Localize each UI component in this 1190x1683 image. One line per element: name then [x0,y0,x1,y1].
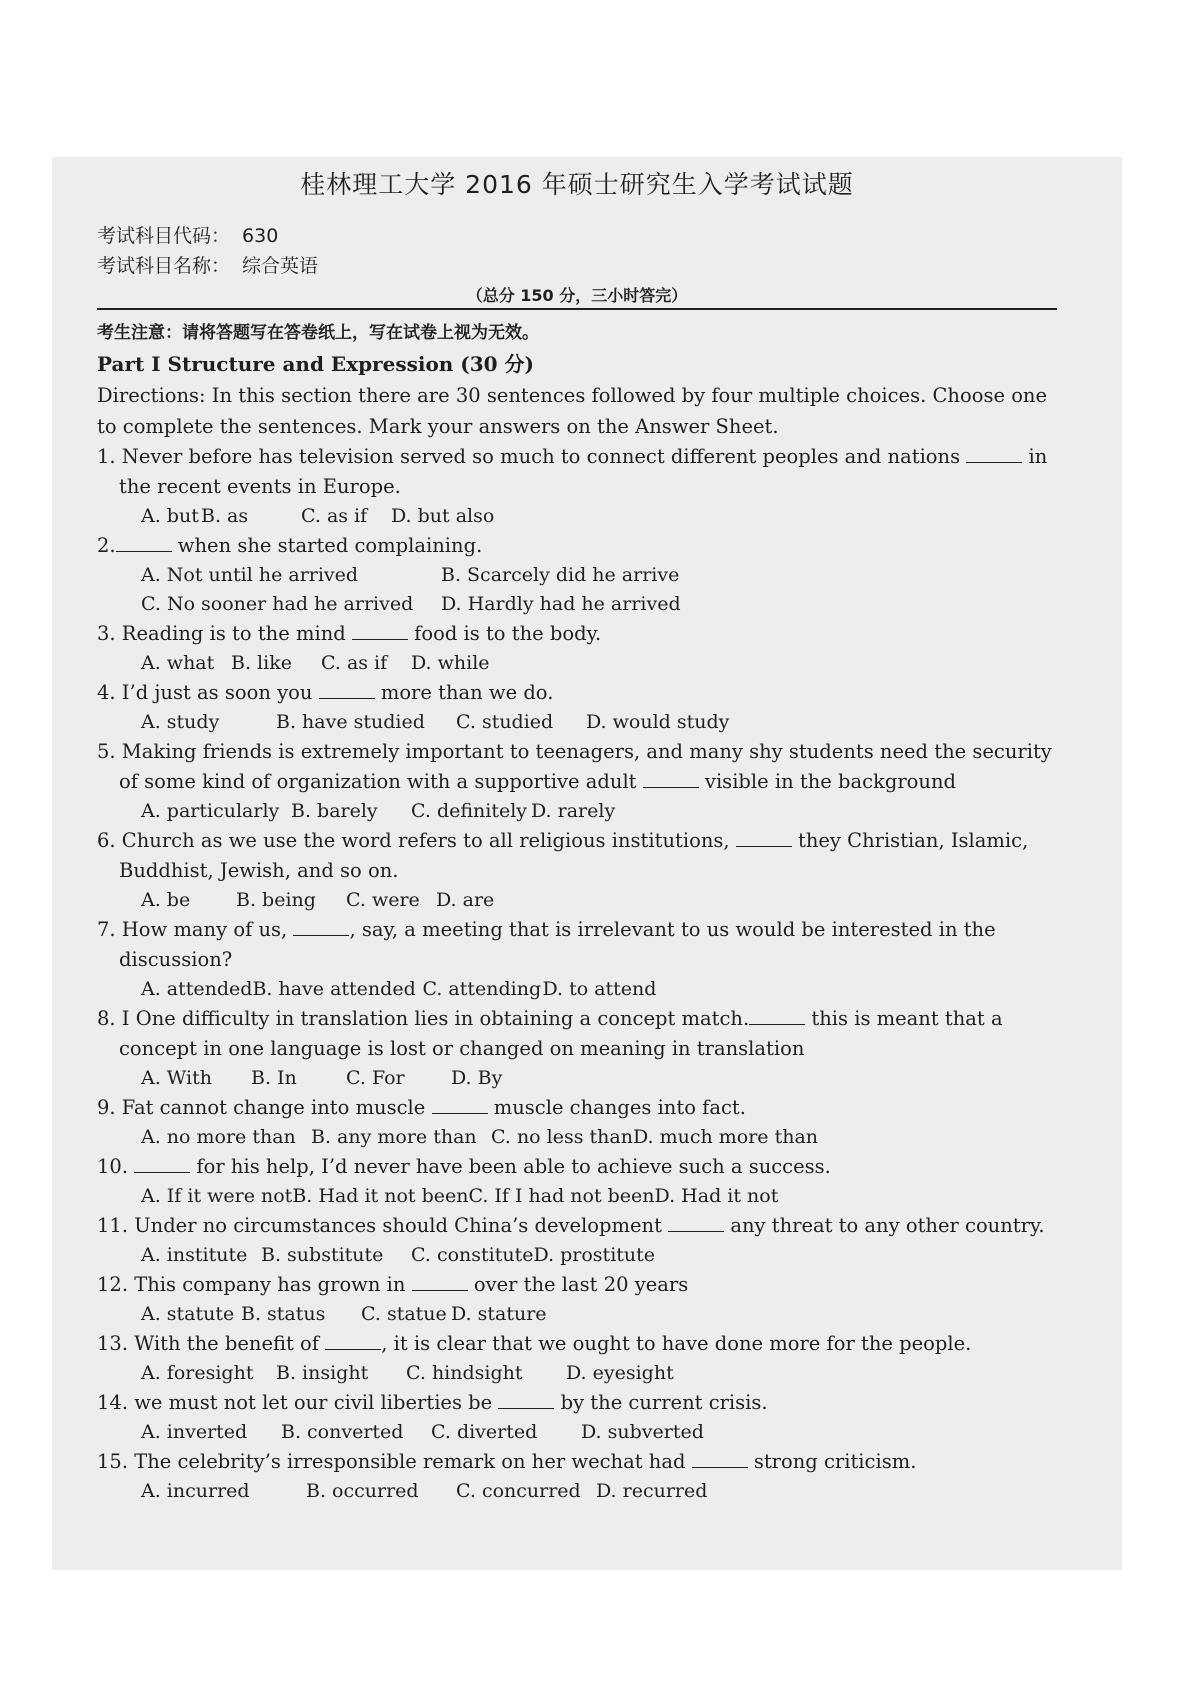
option-b: B. Scarcely did he arrive [441,564,680,586]
option-d: D. Hardly had he arrived [441,593,681,615]
question-7 [97,915,1057,1004]
subject-name-line [97,251,1057,281]
option-row [97,1123,1057,1152]
option-d: D. eyesight [566,1362,674,1384]
question-text-before-blank: 2. [97,534,116,557]
option-b: B. substitute [261,1244,384,1266]
option-row [97,1418,1057,1447]
subject-code: 630 [242,225,279,247]
option-c: C. no less than [491,1126,633,1148]
option-row [97,1064,1057,1093]
question-text-after-blank: any threat to any other country. [724,1214,1045,1237]
answer-blank [319,680,375,699]
question-text-before-blank: 10. [97,1155,135,1178]
option-a: A. attended [141,978,253,1000]
question-stem [97,1004,1057,1064]
subject-code-label: 考试科目代码： [97,225,231,247]
question-text-after-blank: muscle changes into fact. [487,1096,746,1119]
question-stem [97,826,1057,886]
question-stem [97,1211,1057,1241]
option-b: B. Had it not been [292,1185,469,1207]
question-stem [97,678,1057,708]
option-b: B. have studied [276,711,425,733]
question-3 [97,619,1057,678]
question-text-after-blank: in the recent events in Europe. [119,445,1048,498]
question-8 [97,1004,1057,1093]
question-14 [97,1388,1057,1447]
question-stem [97,619,1057,649]
option-c: C. hindsight [406,1362,523,1384]
option-row [97,1182,1057,1211]
question-4 [97,678,1057,737]
answer-blank [668,1213,724,1232]
option-a: A. inverted [141,1421,248,1443]
question-text-after-blank: they Christian, Islamic, Buddhist, Jewish, and so on. [119,829,1029,882]
subject-code-line [97,221,1057,251]
question-10 [97,1152,1057,1211]
question-text-after-blank: for his help, I’d never have been able to achieve such a success. [190,1155,831,1178]
option-c: C. were [346,889,420,911]
question-list [97,442,1057,1506]
question-12 [97,1270,1057,1329]
option-a: A. With [141,1067,212,1089]
option-b: B. converted [281,1421,404,1443]
question-text-before-blank: 13. With the benefit of [97,1332,326,1355]
option-row [97,502,1057,531]
answer-blank [966,444,1022,463]
answer-blank [325,1331,381,1350]
option-b: B. insight [276,1362,369,1384]
question-2 [97,531,1057,619]
question-stem [97,1329,1057,1359]
question-text-before-blank: 7. How many of us, [97,918,294,941]
question-text-after-blank: visible in the background [698,770,957,793]
answer-blank [116,533,172,552]
option-b: B. barely [291,800,378,822]
exam-title: 桂林理工大学 2016 年硕士研究生入学考试试题 [300,170,854,199]
option-d: D. while [411,652,490,674]
question-text-before-blank: 14. we must not let our civil liberties be [97,1391,499,1414]
question-9 [97,1093,1057,1152]
option-row [97,649,1057,678]
question-text-before-blank: 11. Under no circumstances should China’s development [97,1214,669,1237]
answer-blank [352,621,408,640]
question-11 [97,1211,1057,1270]
question-text-after-blank: , it is clear that we ought to have done more for the people. [381,1332,972,1355]
question-text-after-blank: more than we do. [374,681,554,704]
option-c: C. diverted [431,1421,538,1443]
question-text-before-blank: 6. Church as we use the word refers to all religious institutions, [97,829,736,852]
option-b: B. like [231,652,292,674]
option-d: D. recurred [596,1480,708,1502]
subject-name-label: 考试科目名称： [97,255,231,277]
question-text-after-blank: this is meant that a concept in one language is lost or changed on meaning in translation [119,1007,1003,1060]
option-row [97,797,1057,826]
option-row [97,708,1057,737]
question-6 [97,826,1057,915]
option-a: A. what [141,652,215,674]
header-divider [97,308,1057,310]
option-b: B. being [236,889,316,911]
question-text-after-blank: over the last 20 years [467,1273,689,1296]
option-b: B. have attended [252,978,416,1000]
option-row [97,561,1057,590]
question-text-after-blank: by the current crisis. [554,1391,768,1414]
question-stem [97,531,1057,561]
option-d: D. would study [586,711,730,733]
option-c: C. attending [422,978,542,1000]
option-d: D. but also [391,505,495,527]
question-stem [97,442,1057,502]
option-row [97,590,1057,619]
exam-notice: 考生注意：请将答题写在答卷纸上，写在试卷上视为无效。 [97,323,539,343]
question-text-before-blank: 5. Making friends is extremely important to teenagers, and many shy students need the security of some kind of organization with a supportive adult [97,740,1052,793]
option-row [97,975,1057,1004]
option-row [97,1359,1057,1388]
question-5 [97,737,1057,826]
option-c: C. concurred [456,1480,581,1502]
score-note: （总分 150 分，三小时答完） [466,286,688,305]
option-c: C. constitute [411,1244,534,1266]
option-c: C. If I had not been [468,1185,655,1207]
option-row [97,1241,1057,1270]
option-c: C. studied [456,711,554,733]
option-b: B. as [201,505,249,527]
question-text-before-blank: 12. This company has grown in [97,1273,412,1296]
option-c: C. statue [361,1303,447,1325]
answer-blank [498,1390,554,1409]
question-text-after-blank: strong criticism. [747,1450,917,1473]
question-text-after-blank: food is to the body. [407,622,602,645]
question-13 [97,1329,1057,1388]
option-a: A. be [141,889,191,911]
answer-blank [643,769,699,788]
option-a: A. statute [141,1303,235,1325]
question-1 [97,442,1057,531]
question-text-before-blank: 4. I’d just as soon you [97,681,319,704]
question-stem [97,1093,1057,1123]
question-text-before-blank: 8. I One difficulty in translation lies in obtaining a concept match. [97,1007,750,1030]
option-c: C. definitely [411,800,528,822]
question-stem [97,1388,1057,1418]
option-d: D. subverted [581,1421,704,1443]
option-d: D. to attend [542,978,657,1000]
question-stem [97,1270,1057,1300]
answer-blank [749,1006,805,1025]
option-b: B. In [251,1067,297,1089]
option-d: D. much more than [632,1126,819,1148]
option-d: D. rarely [531,800,616,822]
question-stem [97,1447,1057,1477]
option-d: D. Had it not [654,1185,779,1207]
option-b: B. occurred [306,1480,419,1502]
option-c: C. No sooner had he arrived [141,593,414,615]
exam-page [97,165,1057,1506]
answer-blank [692,1449,748,1468]
option-a: A. institute [141,1244,248,1266]
option-c: C. For [346,1067,405,1089]
question-text-before-blank: 3. Reading is to the mind [97,622,352,645]
question-15 [97,1447,1057,1506]
answer-blank [293,917,349,936]
option-b: B. any more than [311,1126,477,1148]
question-text-before-blank: 9. Fat cannot change into muscle [97,1096,432,1119]
option-a: A. but [141,505,199,527]
option-c: C. as if [321,652,388,674]
option-row [97,886,1057,915]
option-d: D. By [451,1067,503,1089]
question-text-after-blank: , say, a meeting that is irrelevant to us would be interested in the discussion? [119,918,996,971]
directions: Directions: In this section there are 30 sentences followed by four multiple choices. Choose one to complete the sentences. Mark your answers on the Answer Sheet. [97,384,1048,438]
option-a: A. foresight [141,1362,254,1384]
answer-blank [736,828,792,847]
answer-blank [412,1272,468,1291]
answer-blank [134,1154,190,1173]
question-text-after-blank: when she started complaining. [171,534,483,557]
option-a: A. study [141,711,220,733]
part-title: Part I Structure and Expression (30 分) [97,352,535,376]
option-d: D. prostitute [533,1244,656,1266]
option-d: D. stature [451,1303,547,1325]
question-stem [97,915,1057,975]
option-row [97,1300,1057,1329]
subject-name: 综合英语 [242,255,319,277]
question-text-before-blank: 15. The celebrity’s irresponsible remark on her wechat had [97,1450,692,1473]
option-a: A. particularly [141,800,280,822]
question-stem [97,1152,1057,1182]
option-d: D. are [436,889,495,911]
option-b: B. status [241,1303,326,1325]
option-c: C. as if [301,505,368,527]
question-text-before-blank: 1. Never before has television served so much to connect different peoples and nations [97,445,967,468]
option-a: A. Not until he arrived [141,564,359,586]
answer-blank [432,1095,488,1114]
option-a: A. incurred [141,1480,250,1502]
option-a: A. no more than [141,1126,296,1148]
question-stem [97,737,1057,797]
option-a: A. If it were not [141,1185,293,1207]
option-row [97,1477,1057,1506]
